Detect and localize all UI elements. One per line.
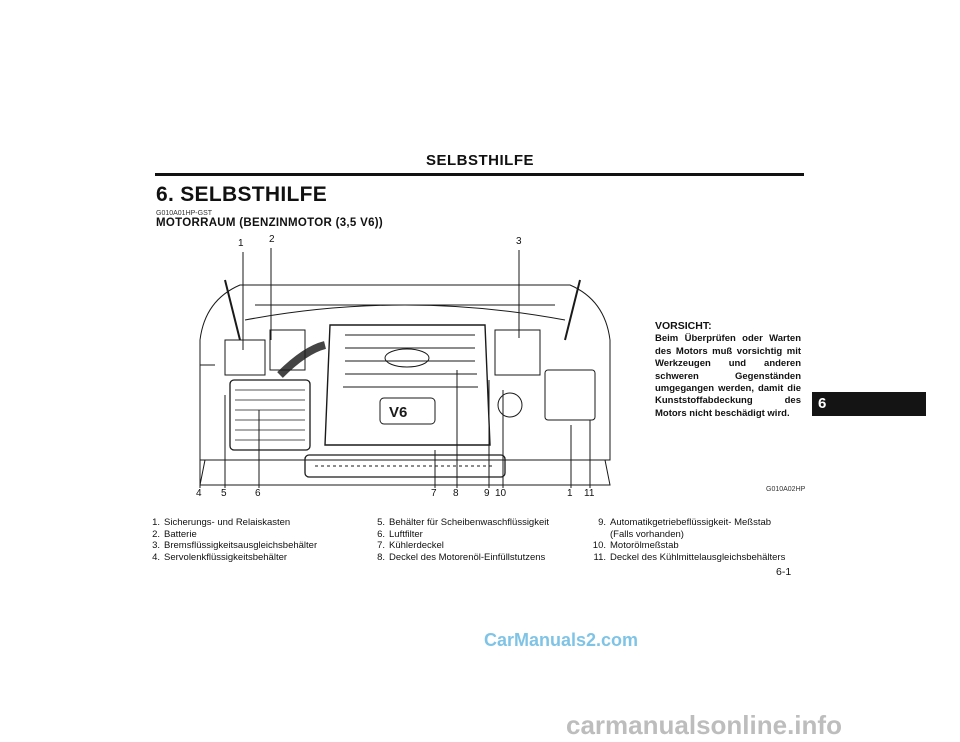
legend-text: Servolenkflüssigkeitsbehälter xyxy=(164,551,288,563)
engine-bay-drawing xyxy=(185,230,625,520)
callout-8: 8 xyxy=(453,488,459,499)
callout-10: 10 xyxy=(495,488,507,499)
legend-num: 11. xyxy=(593,551,606,563)
brake-fluid-reservoir xyxy=(495,330,540,375)
legend-text: Kühlerdeckel xyxy=(389,540,444,552)
brand-emblem xyxy=(385,349,429,367)
callout-2: 2 xyxy=(269,234,275,245)
legend-text: Batterie xyxy=(164,528,197,540)
engine-bay-outline xyxy=(200,285,610,460)
callout-1: 1 xyxy=(238,238,244,249)
legend-item xyxy=(144,529,317,541)
engine-cover xyxy=(325,325,490,445)
legend-column-2 xyxy=(369,517,549,563)
belt-pulley xyxy=(498,393,522,417)
legend-num: 7. xyxy=(377,540,385,552)
legend-column-3 xyxy=(590,517,785,563)
legend-text: Behälter für Scheibenwaschflüssigkeit xyxy=(389,517,550,528)
chapter-tab-label: 6 xyxy=(818,395,827,412)
callout-4: 4 xyxy=(196,488,202,499)
legend-column-1 xyxy=(144,517,317,563)
legend-text: (Falls vorhanden) xyxy=(610,528,684,540)
legend-item xyxy=(590,517,785,529)
watermark-carmanualsonline: carmanualsonline.info xyxy=(566,710,842,740)
legend-item xyxy=(369,540,549,552)
legend-text: Automatikgetriebeflüssigkeit- Meßstab xyxy=(610,517,772,528)
warning-body: Beim Überprüfen oder Warten des Motors muß vorsichtig mit Werkzeugen und anderen schweren Gegenständen umgegangen werden, damit die Kunststoffabdeckung des Motors nicht beschädigt wird. xyxy=(655,333,801,419)
legend-item xyxy=(590,540,785,552)
legend-text: Motorölmeßstab xyxy=(610,540,679,552)
legend-num xyxy=(590,529,606,541)
callout-6: 6 xyxy=(255,488,261,499)
leader-line-4 xyxy=(200,365,215,488)
legend-num: 5. xyxy=(377,517,385,528)
chapter-title: 6. SELBSTHILFE xyxy=(156,183,328,206)
section-title: MOTORRAUM (BENZINMOTOR (3,5 V6)) xyxy=(156,217,384,229)
legend-text: Bremsflüssigkeitsausgleichsbehälter xyxy=(164,540,318,552)
legend-item xyxy=(144,517,317,529)
legend-num: 3. xyxy=(152,540,160,552)
v6-emblem-text: V6 xyxy=(389,404,408,421)
legend-text: Deckel des Kühlmittelausgleichsbehälters xyxy=(610,551,786,563)
legend-item xyxy=(144,540,317,552)
callout-5: 5 xyxy=(221,488,227,499)
legend-text: Deckel des Motorenöl-Einfüllstutzens xyxy=(389,551,546,563)
header-rule xyxy=(155,173,804,176)
coolant-reservoir xyxy=(545,370,595,420)
legend-num: 10. xyxy=(592,540,606,552)
firewall-curve xyxy=(245,305,565,320)
legend-num: 6. xyxy=(377,528,385,540)
warning-title: VORSICHT: xyxy=(655,320,712,332)
callout-1b: 1 xyxy=(567,488,573,499)
legend-item xyxy=(369,529,549,541)
chapter-tab xyxy=(812,392,926,416)
legend-item xyxy=(369,517,549,529)
watermark-carmanuals2: CarManuals2.com xyxy=(484,630,639,650)
document-code: G010A01HP-GST xyxy=(156,210,213,217)
legend-item xyxy=(590,552,785,564)
warning-box xyxy=(655,320,801,420)
legend-item xyxy=(369,552,549,564)
legend-item xyxy=(590,529,785,541)
air-filter-ribs xyxy=(235,390,305,440)
legend-num: 9. xyxy=(598,517,606,528)
callout-9: 9 xyxy=(484,488,490,499)
callout-3: 3 xyxy=(516,236,522,247)
legend-text: Luftfilter xyxy=(389,528,423,540)
fuse-box xyxy=(225,340,265,375)
callout-7: 7 xyxy=(431,488,437,499)
page-number: 6-1 xyxy=(776,566,792,578)
legend-text: Sicherungs- und Relaiskasten xyxy=(164,517,291,528)
engine-bay-illustration xyxy=(185,230,625,520)
engine-cover-ribs xyxy=(343,335,478,387)
legend-num: 2. xyxy=(152,528,160,540)
legend-num: 1. xyxy=(152,517,160,528)
running-header: SELBSTHILFE xyxy=(425,152,534,169)
callout-11: 11 xyxy=(584,488,595,499)
legend-num: 8. xyxy=(377,551,385,563)
figure-code: G010A02HP xyxy=(766,486,806,493)
legend-num: 4. xyxy=(152,551,160,563)
front-bumper-line xyxy=(200,460,610,485)
legend-item xyxy=(144,552,317,564)
